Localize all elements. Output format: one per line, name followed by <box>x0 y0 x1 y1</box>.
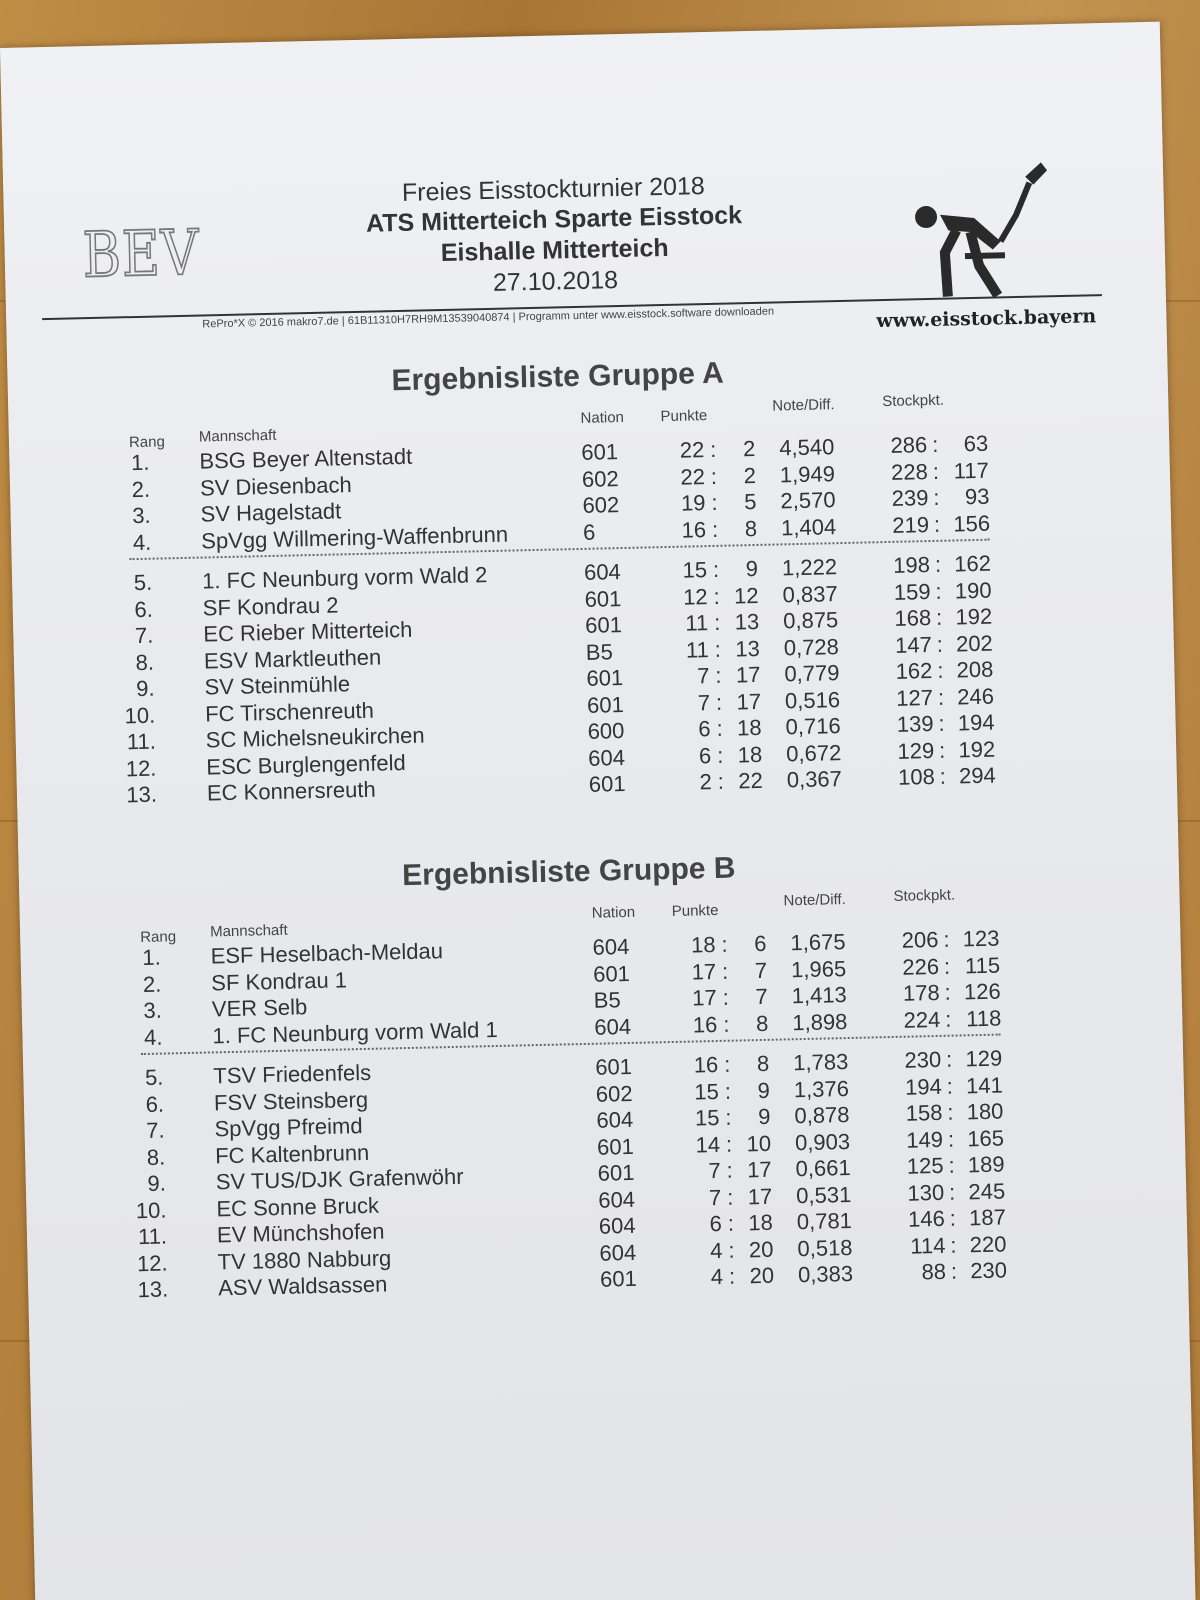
stock-points-against-cell: 115 <box>964 952 1001 978</box>
points-won-cell: 22 <box>679 437 705 463</box>
note-cell: 1,965 <box>790 955 847 982</box>
stock-points-for-cell: 226 <box>902 953 940 980</box>
points-lost-cell: 20 <box>749 1262 775 1289</box>
stock-points-against-cell: 189 <box>967 1151 1005 1178</box>
software-credit: RePro*X © 2016 makro7.de | 61B11310H7RH9M13539040874 | Programm unter www.eisstock.software downloaden <box>202 305 775 331</box>
nation-cell: 601 <box>584 612 623 638</box>
stock-points-for-cell: 206 <box>901 926 939 953</box>
stock-points-for-cell: 224 <box>903 1006 941 1033</box>
stock-points-for-cell: 228 <box>890 458 929 485</box>
stock-points-against-cell: 208 <box>956 656 994 683</box>
points-won-cell: 2 <box>699 769 713 795</box>
points-lost-cell: 17 <box>735 661 761 688</box>
points-lost-cell: 18 <box>737 741 763 767</box>
stock-points-for-cell: 168 <box>894 605 932 631</box>
stock-points-separator: : <box>948 1152 955 1178</box>
note-cell: 0,716 <box>785 713 841 740</box>
stock-points-against-cell: 117 <box>953 457 990 483</box>
stock-points-for-cell: 125 <box>906 1152 944 1179</box>
points-lost-cell: 17 <box>747 1183 773 1209</box>
col-head-stockpkt: Stockpkt. <box>882 391 945 411</box>
stock-points-separator: : <box>937 684 945 710</box>
points-lost-cell: 8 <box>756 1050 770 1077</box>
stock-points-separator: : <box>932 458 940 484</box>
stock-points-against-cell: 202 <box>955 630 994 656</box>
rank-cell: 8. <box>135 649 155 675</box>
team-cell: EC Konnersreuth <box>206 776 376 806</box>
rank-cell: 10. <box>124 702 156 728</box>
event-date: 27.10.2018 <box>492 266 619 297</box>
stock-points-against-cell: 156 <box>953 510 991 536</box>
stock-points-for-cell: 158 <box>905 1099 943 1126</box>
points-separator: : <box>716 742 724 768</box>
rank-cell: 1. <box>130 449 150 476</box>
points-separator: : <box>709 436 717 462</box>
stock-points-against-cell: 190 <box>954 577 992 603</box>
stock-points-for-cell: 178 <box>902 979 940 1006</box>
stock-points-against-cell: 220 <box>969 1230 1007 1257</box>
stock-points-for-cell: 149 <box>905 1126 944 1153</box>
nation-cell: 604 <box>594 1013 632 1040</box>
points-lost-cell: 10 <box>746 1130 772 1156</box>
points-separator: : <box>724 1078 732 1104</box>
note-cell: 1,376 <box>793 1075 850 1102</box>
points-lost-cell: 18 <box>736 714 762 741</box>
stock-points-against-cell: 162 <box>953 550 992 577</box>
team-cell: 1. FC Neunburg vorm Wald 2 <box>201 562 488 594</box>
col-head-mannschaft: Mannschaft <box>198 426 277 446</box>
points-lost-cell: 17 <box>746 1156 772 1183</box>
points-separator: : <box>712 556 720 582</box>
note-cell: 0,672 <box>785 739 842 766</box>
note-cell: 2,570 <box>780 487 836 514</box>
stock-points-against-cell: 165 <box>966 1125 1005 1151</box>
nation-cell: 601 <box>592 960 631 987</box>
venue: Eishalle Mitterteich <box>440 233 669 268</box>
rank-cell: 7. <box>134 622 154 649</box>
points-lost-cell: 2 <box>742 435 756 462</box>
points-won-cell: 17 <box>691 958 717 985</box>
stock-points-separator: : <box>938 710 945 736</box>
note-cell: 1,898 <box>792 1008 848 1035</box>
team-cell: SpVgg Willmering-Waffenbrunn <box>200 521 509 554</box>
rank-cell: 6. <box>134 596 154 622</box>
points-lost-cell: 7 <box>755 983 768 1010</box>
stock-points-for-cell: 147 <box>894 631 933 658</box>
team-cell: ESF Heselbach-Meldau <box>210 938 444 969</box>
stock-points-against-cell: 187 <box>968 1204 1007 1231</box>
group-title: Ergebnisliste Gruppe B <box>401 851 736 893</box>
stock-points-for-cell: 239 <box>891 485 929 511</box>
points-won-cell: 11 <box>685 610 709 636</box>
note-cell: 0,728 <box>783 633 840 660</box>
points-lost-cell: 5 <box>743 488 757 515</box>
stock-points-separator: : <box>934 551 942 577</box>
stock-points-for-cell: 114 <box>910 1232 946 1259</box>
stock-points-against-cell: 141 <box>965 1072 1004 1098</box>
stock-points-separator: : <box>943 926 950 952</box>
points-won-cell: 6 <box>698 742 712 768</box>
stock-points-for-cell: 139 <box>896 710 934 737</box>
note-cell: 0,383 <box>797 1260 854 1288</box>
nation-cell: 6 <box>582 519 596 545</box>
stock-points-separator: : <box>950 1232 957 1258</box>
note-cell: 0,367 <box>786 766 843 793</box>
website-url: www.eisstock.bayern <box>876 305 1097 333</box>
nation-cell: 604 <box>597 1186 636 1213</box>
team-cell: FC Tirschenreuth <box>204 697 375 727</box>
points-lost-cell: 13 <box>734 608 760 635</box>
points-separator: : <box>715 689 723 715</box>
stock-points-for-cell: 127 <box>895 684 934 711</box>
note-cell: 0,875 <box>782 607 839 634</box>
stock-points-separator: : <box>943 953 951 979</box>
team-cell: 1. FC Neunburg vorm Wald 1 <box>212 1016 498 1048</box>
team-cell: SV Steinmühle <box>204 671 351 700</box>
team-cell: VER Selb <box>211 994 308 1022</box>
col-head-punkte: Punkte <box>671 901 719 920</box>
rank-cell: 2. <box>131 476 151 502</box>
col-head-stockpkt: Stockpkt. <box>893 886 956 905</box>
organizer: ATS Mitterteich Sparte Eisstock <box>365 201 743 238</box>
points-won-cell: 7 <box>697 689 711 715</box>
points-separator: : <box>714 636 722 662</box>
col-head-note: Note/Diff. <box>783 891 846 910</box>
note-cell: 1,675 <box>790 929 846 956</box>
stock-points-separator: : <box>944 1006 952 1032</box>
stock-points-separator: : <box>936 631 944 657</box>
stock-points-against-cell: 129 <box>965 1045 1003 1072</box>
points-separator: : <box>711 516 719 542</box>
rank-cell: 4. <box>132 529 152 555</box>
points-won-cell: 16 <box>681 516 707 543</box>
nation-cell: 601 <box>588 771 626 797</box>
nation-cell: 604 <box>599 1239 637 1266</box>
points-lost-cell: 9 <box>745 555 759 582</box>
team-cell: TV 1880 Nabburg <box>217 1244 392 1274</box>
col-head-nation: Nation <box>591 903 636 922</box>
stock-points-separator: : <box>933 511 941 537</box>
team-cell: ESV Marktleuthen <box>203 644 382 674</box>
team-cell: FC Kaltenbrunn <box>214 1139 370 1168</box>
stock-points-separator: : <box>935 578 942 604</box>
points-separator: : <box>713 583 720 609</box>
note-cell: 0,516 <box>784 686 841 713</box>
note-cell: 0,837 <box>782 580 838 607</box>
note-cell: 0,903 <box>794 1128 851 1155</box>
rank-cell: 10. <box>135 1197 167 1223</box>
nation-cell: 601 <box>584 585 622 612</box>
nation-cell: 604 <box>596 1106 634 1133</box>
team-cell: ASV Waldsassen <box>217 1271 388 1301</box>
rank-cell: 5. <box>133 569 153 596</box>
rank-cell: 6. <box>145 1091 165 1117</box>
points-won-cell: 16 <box>693 1051 719 1078</box>
rank-cell: 12. <box>125 755 157 781</box>
points-lost-cell: 6 <box>753 930 767 957</box>
rank-cell: 12. <box>136 1250 168 1276</box>
points-won-cell: 4 <box>709 1237 723 1263</box>
note-cell: 1,783 <box>792 1049 849 1076</box>
team-cell: SV Diesenbach <box>199 471 352 501</box>
stock-points-separator: : <box>946 1073 954 1099</box>
points-won-cell: 15 <box>682 557 708 583</box>
rank-cell: 2. <box>142 971 162 997</box>
rank-cell: 13. <box>137 1276 169 1303</box>
rank-cell: 9. <box>147 1170 167 1196</box>
points-separator: : <box>722 984 730 1010</box>
team-cell: ESC Burglengenfeld <box>206 749 406 780</box>
stock-points-against-cell: 245 <box>968 1177 1006 1204</box>
points-separator: : <box>728 1237 735 1263</box>
note-cell: 0,878 <box>794 1102 850 1129</box>
rank-cell: 9. <box>135 675 155 702</box>
points-won-cell: 12 <box>682 583 708 610</box>
stock-points-separator: : <box>948 1179 956 1205</box>
stock-points-for-cell: 162 <box>895 658 933 684</box>
team-cell: BSG Beyer Altenstadt <box>199 443 413 474</box>
points-separator: : <box>717 768 725 794</box>
points-lost-cell: 17 <box>736 688 762 714</box>
points-lost-cell: 20 <box>748 1236 774 1262</box>
stock-points-for-cell: 286 <box>890 432 928 458</box>
nation-cell: 601 <box>596 1133 635 1160</box>
team-cell: SV Hagelstadt <box>200 498 342 527</box>
stock-points-separator: : <box>935 604 943 630</box>
nation-cell: 604 <box>587 744 626 771</box>
stock-points-separator: : <box>937 657 944 683</box>
nation-cell: 601 <box>586 691 625 718</box>
points-lost-cell: 12 <box>733 582 759 608</box>
nation-cell: B5 <box>585 638 614 665</box>
note-cell: 0,779 <box>784 660 840 687</box>
nation-cell: 604 <box>583 559 622 585</box>
nation-cell: 604 <box>598 1212 636 1239</box>
note-cell: 0,661 <box>795 1154 851 1182</box>
nation-cell: 602 <box>595 1080 633 1107</box>
col-head-mannschaft: Mannschaft <box>209 921 288 941</box>
points-won-cell: 6 <box>709 1210 723 1237</box>
points-separator: : <box>725 1104 732 1130</box>
points-separator: : <box>728 1263 736 1289</box>
rank-cell: 1. <box>142 944 161 971</box>
stock-points-separator: : <box>945 1046 953 1072</box>
rank-cell: 11. <box>137 1223 168 1250</box>
stock-points-for-cell: 159 <box>893 578 931 605</box>
col-head-punkte: Punkte <box>660 407 708 426</box>
stock-points-against-cell: 246 <box>956 683 995 709</box>
stock-points-separator: : <box>949 1205 957 1231</box>
tournament-title: Freies Eisstockturnier 2018 <box>401 172 706 207</box>
stock-points-against-cell: 192 <box>955 603 993 630</box>
team-cell: SF Kondrau 1 <box>210 966 348 995</box>
stock-points-against-cell: 118 <box>965 1005 1002 1031</box>
rank-cell: 8. <box>146 1144 166 1170</box>
points-separator: : <box>715 662 722 688</box>
nation-cell: 604 <box>592 933 630 960</box>
stock-points-separator: : <box>947 1126 955 1152</box>
points-separator: : <box>711 489 718 515</box>
stock-points-against-cell: 294 <box>958 762 997 789</box>
bev-logo: BEV <box>81 217 201 293</box>
nation-cell: B5 <box>593 987 621 1013</box>
rank-cell: 4. <box>143 1024 163 1050</box>
stock-points-for-cell: 198 <box>892 552 931 578</box>
stock-points-for-cell: 219 <box>892 511 930 538</box>
stock-points-separator: : <box>933 484 940 510</box>
stock-points-separator: : <box>931 431 939 457</box>
col-head-rang: Rang <box>128 433 166 452</box>
note-cell: 0,781 <box>796 1207 853 1235</box>
eisstock-player-icon <box>903 154 1056 307</box>
points-separator: : <box>727 1210 735 1236</box>
rank-cell: 7. <box>145 1117 165 1143</box>
points-separator: : <box>721 931 728 957</box>
stock-points-against-cell: 192 <box>958 736 996 762</box>
rank-cell: 3. <box>143 997 163 1023</box>
stock-points-for-cell: 146 <box>907 1205 946 1232</box>
points-won-cell: 17 <box>691 984 718 1011</box>
team-cell: SF Kondrau 2 <box>202 591 339 621</box>
points-lost-cell: 18 <box>748 1209 774 1236</box>
team-cell: SC Michelsneukirchen <box>205 722 425 753</box>
note-cell: 0,518 <box>797 1234 853 1261</box>
stock-points-separator: : <box>938 737 946 763</box>
nation-cell: 601 <box>597 1159 635 1186</box>
points-lost-cell: 9 <box>757 1103 771 1130</box>
points-separator: : <box>710 463 718 489</box>
points-lost-cell: 7 <box>754 957 768 983</box>
stock-points-for-cell: 130 <box>907 1179 945 1206</box>
points-separator: : <box>716 715 723 741</box>
note-cell: 4,540 <box>778 434 835 461</box>
stock-points-for-cell: 88 <box>921 1258 947 1285</box>
stock-points-against-cell: 63 <box>963 430 989 457</box>
rank-cell: 13. <box>126 781 158 808</box>
points-won-cell: 7 <box>708 1157 721 1184</box>
result-sheet <box>2 92 1195 1588</box>
nation-cell: 602 <box>582 492 620 518</box>
points-won-cell: 6 <box>698 716 711 742</box>
points-separator: : <box>713 609 721 635</box>
nation-cell: 601 <box>599 1265 638 1292</box>
stock-points-separator: : <box>944 979 952 1005</box>
points-separator: : <box>723 1051 731 1077</box>
stock-points-for-cell: 129 <box>897 737 935 764</box>
rank-cell: 5. <box>144 1064 164 1090</box>
stock-points-separator: : <box>947 1099 954 1125</box>
stock-points-against-cell: 123 <box>962 925 1000 952</box>
team-cell: EC Rieber Mitterteich <box>203 616 413 647</box>
team-cell: TSV Friedenfels <box>213 1059 372 1089</box>
stock-points-for-cell: 194 <box>904 1073 943 1100</box>
col-head-note: Note/Diff. <box>772 396 835 415</box>
note-cell: 1,222 <box>781 554 838 581</box>
points-separator: : <box>726 1157 733 1183</box>
points-won-cell: 7 <box>708 1184 722 1210</box>
nation-cell: 601 <box>594 1053 633 1080</box>
team-cell: EC Sonne Bruck <box>216 1192 380 1221</box>
stock-points-against-cell: 194 <box>957 709 995 736</box>
points-lost-cell: 9 <box>757 1077 771 1103</box>
points-won-cell: 14 <box>695 1131 721 1157</box>
stock-points-against-cell: 93 <box>964 483 990 510</box>
points-separator: : <box>721 958 729 984</box>
nation-cell: 601 <box>586 665 624 691</box>
points-won-cell: 22 <box>680 463 706 490</box>
stock-points-for-cell: 230 <box>904 1046 942 1073</box>
stock-points-against-cell: 180 <box>966 1098 1004 1125</box>
points-lost-cell: 8 <box>755 1010 769 1036</box>
points-won-cell: 7 <box>696 663 710 689</box>
group-title: Ergebnisliste Gruppe A <box>391 356 725 398</box>
points-won-cell: 16 <box>692 1011 718 1038</box>
points-separator: : <box>722 1011 730 1037</box>
points-lost-cell: 22 <box>738 767 764 794</box>
note-cell: 1,413 <box>791 982 848 1009</box>
points-lost-cell: 13 <box>735 635 761 661</box>
nation-cell: 600 <box>587 718 625 744</box>
team-cell: EV Münchshofen <box>216 1218 385 1248</box>
points-won-cell: 15 <box>694 1078 720 1105</box>
stock-points-against-cell: 126 <box>963 978 1001 1005</box>
note-cell: 1,949 <box>779 460 836 487</box>
stock-points-against-cell: 230 <box>969 1257 1008 1284</box>
points-won-cell: 4 <box>710 1263 724 1290</box>
note-cell: 1,404 <box>780 513 837 540</box>
nation-cell: 602 <box>581 465 619 492</box>
stock-points-separator: : <box>939 763 947 789</box>
stock-points-for-cell: 108 <box>897 763 936 790</box>
team-cell: SV TUS/DJK Grafenwöhr <box>215 1163 464 1195</box>
team-cell: SpVgg Pfreimd <box>214 1113 363 1142</box>
stock-points-separator: : <box>950 1258 958 1284</box>
points-separator: : <box>726 1184 734 1210</box>
nation-cell: 601 <box>581 439 619 465</box>
col-head-nation: Nation <box>580 408 625 427</box>
result-sheet-paper <box>0 22 1196 1600</box>
note-cell: 0,531 <box>795 1181 852 1208</box>
points-separator: : <box>725 1131 733 1157</box>
col-head-rang: Rang <box>140 928 177 947</box>
points-lost-cell: 8 <box>744 515 758 541</box>
points-won-cell: 18 <box>690 932 716 958</box>
points-lost-cell: 2 <box>743 462 757 488</box>
rank-cell: 3. <box>132 502 151 529</box>
points-won-cell: 11 <box>685 636 710 663</box>
points-won-cell: 19 <box>680 490 706 516</box>
points-won-cell: 15 <box>694 1104 720 1131</box>
team-cell: FSV Steinsberg <box>213 1086 369 1115</box>
rank-cell: 11. <box>126 728 157 755</box>
